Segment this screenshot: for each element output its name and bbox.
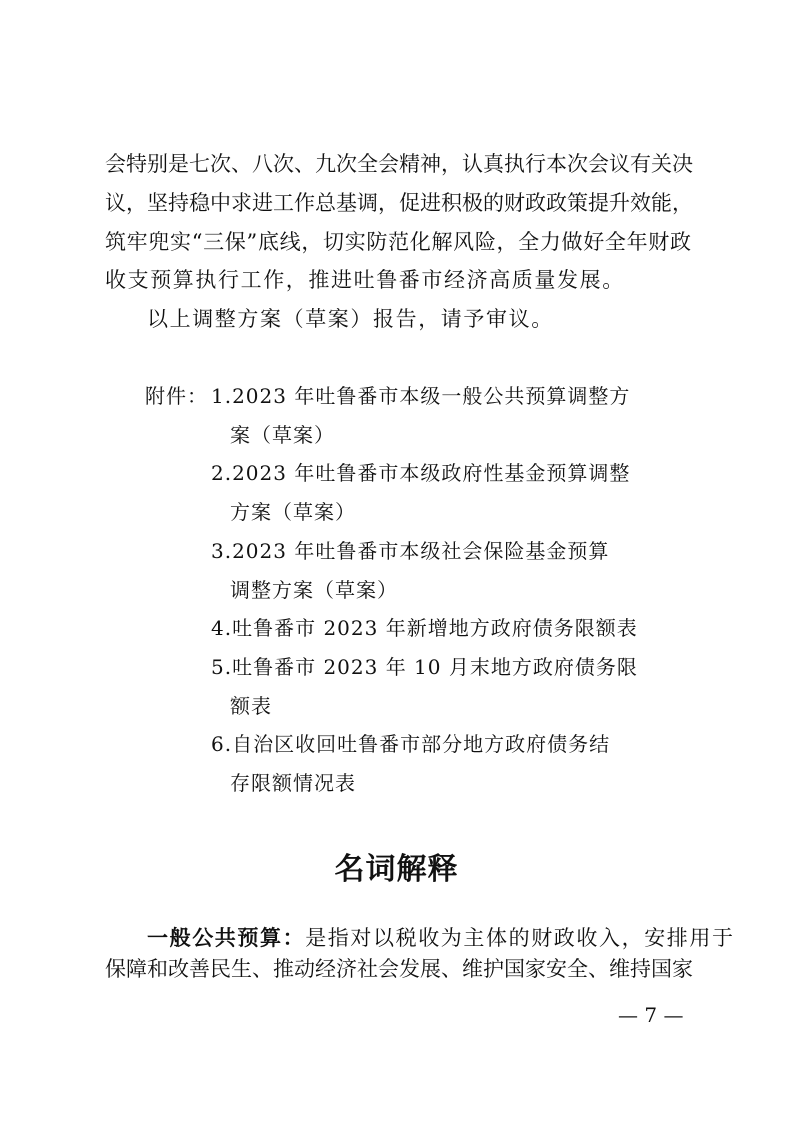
glossary-entry-line-1 xyxy=(147,925,735,951)
attachment-3-line-1: 3.2023 年吐鲁番市本级社会保险基金预算 xyxy=(211,539,610,563)
attachment-4-line-1: 4.吐鲁番市 2023 年新增地方政府债务限额表 xyxy=(211,616,638,640)
closing-paragraph: 以上调整方案（草案）报告，请予审议。 xyxy=(147,307,554,331)
glossary-definition-part-1: 是指对以税收为主体的财政收入，安排用于 xyxy=(305,926,735,950)
glossary-title: 名词解释 xyxy=(334,852,459,887)
glossary-entry-line-2: 保障和改善民生、推动经济社会发展、维护国家安全、维持国家 xyxy=(105,957,693,981)
body-line-1: 会特别是七次、八次、九次全会精神，认真执行本次会议有关决 xyxy=(105,152,693,176)
attachment-2-line-1: 2.2023 年吐鲁番市本级政府性基金预算调整 xyxy=(211,461,631,485)
attachment-6-line-1: 6.自治区收回吐鲁番市部分地方政府债务结 xyxy=(211,732,611,756)
body-line-2: 议，坚持稳中求进工作总基调，促进积极的财政政策提升效能， xyxy=(105,191,693,215)
glossary-term: 一般公共预算： xyxy=(147,925,306,950)
attachment-5-line-2: 额表 xyxy=(230,694,272,718)
attachment-2-line-2: 方案（草案） xyxy=(230,500,356,524)
page-number: — 7 — xyxy=(618,1003,684,1027)
body-line-4: 收支预算执行工作，推进吐鲁番市经济高质量发展。 xyxy=(105,268,625,292)
attachment-1-line-2: 案（草案） xyxy=(230,423,335,447)
body-line-3: 筑牢兜实“三保”底线，切实防范化解风险，全力做好全年财政 xyxy=(105,230,691,254)
attachment-6-line-2: 存限额情况表 xyxy=(230,771,356,795)
attachment-5-line-1: 5.吐鲁番市 2023 年 10 月末地方政府债务限 xyxy=(211,655,638,679)
attachment-1-line-1: 1.2023 年吐鲁番市本级一般公共预算调整方 xyxy=(211,384,631,408)
attachments-label: 附件： xyxy=(145,384,208,408)
attachment-3-line-2: 调整方案（草案） xyxy=(230,578,398,602)
